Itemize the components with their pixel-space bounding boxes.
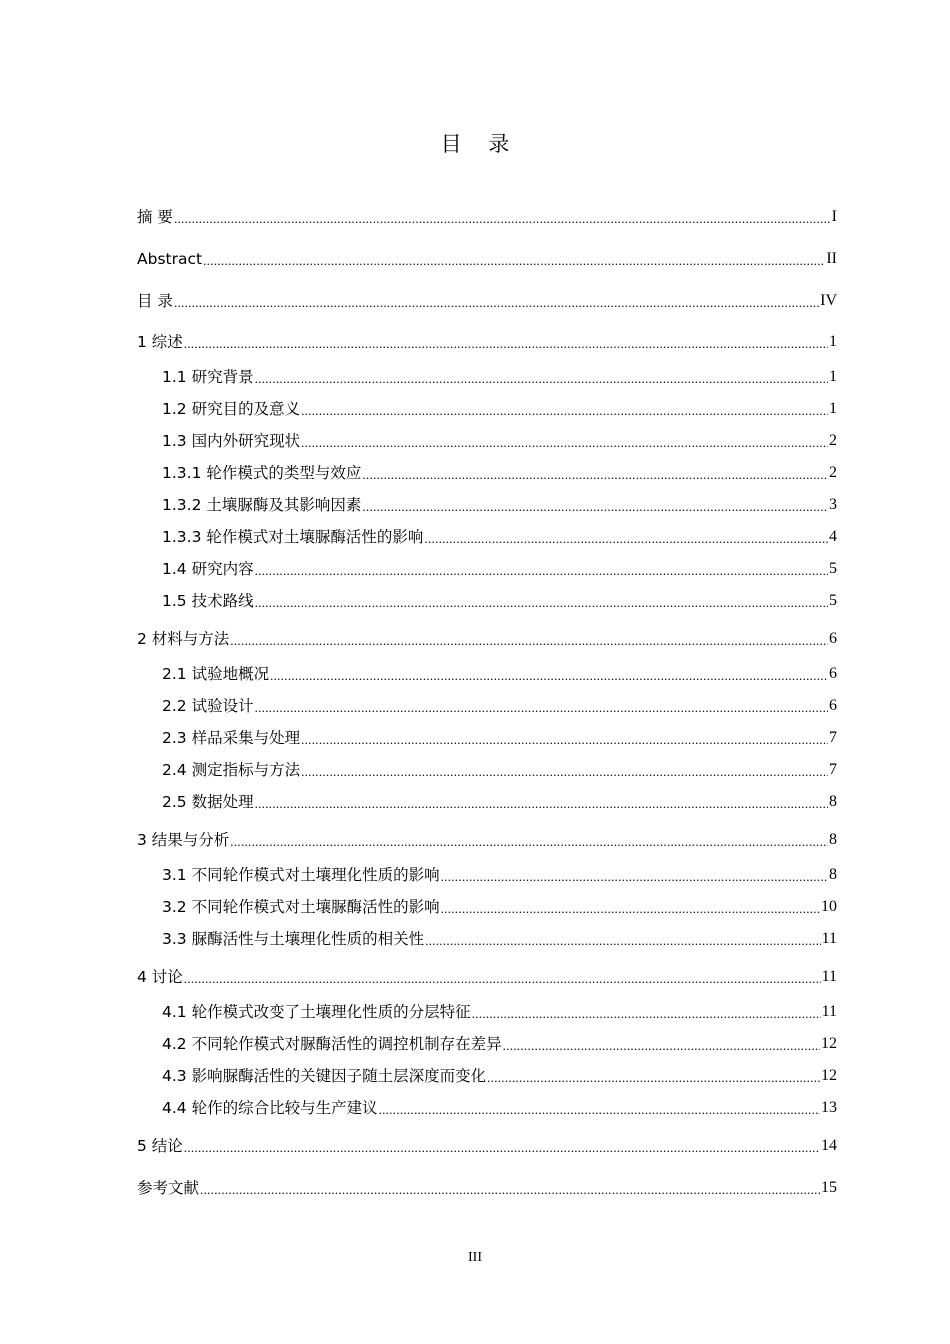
- toc-dot-leader: [184, 332, 828, 352]
- toc-entry-page: I: [831, 208, 837, 225]
- toc-dot-leader: [441, 865, 828, 885]
- toc-entry-page: 5: [829, 592, 837, 609]
- toc-entry[interactable]: [162, 491, 837, 515]
- toc-entry[interactable]: [137, 963, 837, 987]
- toc-dot-leader: [301, 760, 828, 780]
- toc-entry-label: 2.2 试验设计: [162, 697, 254, 715]
- toc-dot-leader: [301, 728, 828, 748]
- toc-entry-page: 8: [829, 793, 837, 810]
- toc-entry-label: 4 讨论: [137, 968, 183, 986]
- toc-entry-page: 1: [829, 333, 837, 350]
- toc-entry-label: 4.3 影响脲酶活性的关键因子随土层深度而变化: [162, 1067, 487, 1085]
- toc-dot-leader: [301, 431, 828, 451]
- toc-entry-page: II: [826, 250, 837, 267]
- toc-entry-page: 12: [821, 1035, 837, 1052]
- toc-entry-page: 7: [829, 729, 837, 746]
- toc-entry-label: 4.1 轮作模式改变了土壤理化性质的分层特征: [162, 1003, 471, 1021]
- toc-dot-leader: [379, 1098, 820, 1118]
- toc-dot-leader: [255, 696, 828, 716]
- toc-dot-leader: [425, 929, 821, 949]
- toc-entry-label: 3 结果与分析: [137, 831, 230, 849]
- toc-entry-label: 3.1 不同轮作模式对土壤理化性质的影响: [162, 866, 440, 884]
- toc-entry-page: 11: [821, 1003, 837, 1020]
- toc-dot-leader: [255, 591, 828, 611]
- toc-entry[interactable]: [162, 1062, 837, 1086]
- toc-dot-leader: [472, 1002, 821, 1022]
- toc-entry[interactable]: [162, 660, 837, 684]
- toc-entry-page: 11: [821, 930, 837, 947]
- toc-entry[interactable]: [137, 826, 837, 850]
- toc-entry[interactable]: [137, 1174, 837, 1198]
- toc-entry[interactable]: [162, 893, 837, 917]
- toc-entry-label: 4.2 不同轮作模式对脲酶活性的调控机制存在差异: [162, 1035, 502, 1053]
- toc-entry[interactable]: [162, 861, 837, 885]
- toc-dot-leader: [255, 559, 828, 579]
- toc-dot-leader: [270, 664, 828, 684]
- toc-entry-label: 3.3 脲酶活性与土壤理化性质的相关性: [162, 930, 425, 948]
- toc-entry-page: 8: [829, 831, 837, 848]
- toc-entry[interactable]: [137, 625, 837, 649]
- toc-entry-page: IV: [820, 292, 837, 309]
- toc-entry-label: 1.3.3 轮作模式对土壤脲酶活性的影响: [162, 528, 424, 546]
- toc-dot-leader: [362, 495, 828, 515]
- toc-entry[interactable]: [162, 692, 837, 716]
- toc-entry-label: Abstract: [137, 250, 203, 268]
- toc-entry[interactable]: [162, 724, 837, 748]
- toc-entry-page: 1: [829, 400, 837, 417]
- toc-entry-label: 1.3 国内外研究现状: [162, 432, 301, 450]
- toc-entry-label: 参考文献: [137, 1179, 200, 1197]
- toc-entry[interactable]: [137, 328, 837, 352]
- toc-entry-label: 2.5 数据处理: [162, 793, 254, 811]
- toc-entry-page: 15: [821, 1179, 837, 1196]
- toc-entry-page: 1: [829, 368, 837, 385]
- toc-entry-label: 4.4 轮作的综合比较与生产建议: [162, 1099, 378, 1117]
- page-number: III: [468, 1250, 482, 1265]
- toc-entry-label: 1.4 研究内容: [162, 560, 254, 578]
- toc-entry[interactable]: [137, 203, 837, 227]
- toc-entry-page: 10: [821, 898, 837, 915]
- toc-dot-leader: [174, 207, 831, 227]
- toc-dot-leader: [362, 463, 828, 483]
- toc-entry-page: 4: [829, 528, 837, 545]
- toc-entry[interactable]: [162, 555, 837, 579]
- toc-entry[interactable]: [137, 1132, 837, 1156]
- toc-entry-page: 6: [829, 665, 837, 682]
- toc-entry[interactable]: [137, 287, 837, 311]
- toc-entry-label: 2.1 试验地概况: [162, 665, 270, 683]
- toc-entry[interactable]: [162, 459, 837, 483]
- toc-entry-label: 3.2 不同轮作模式对土壤脲酶活性的影响: [162, 898, 440, 916]
- toc-entry-label: 1.3.2 土壤脲酶及其影响因素: [162, 496, 362, 514]
- toc-entry-label: 2 材料与方法: [137, 630, 230, 648]
- toc-dot-leader: [174, 291, 819, 311]
- toc-dot-leader: [200, 1178, 820, 1198]
- toc-entry[interactable]: [162, 523, 837, 547]
- toc-dot-leader: [424, 527, 828, 547]
- toc-entry-page: 6: [829, 630, 837, 647]
- toc-entry[interactable]: [162, 427, 837, 451]
- toc-dot-leader: [184, 967, 821, 987]
- toc-dot-leader: [255, 792, 828, 812]
- toc-entry-label: 5 结论: [137, 1137, 183, 1155]
- toc-entry-label: 2.3 样品采集与处理: [162, 729, 301, 747]
- toc-entry-page: 14: [821, 1137, 837, 1154]
- toc-entry[interactable]: [162, 587, 837, 611]
- toc-entry[interactable]: [162, 788, 837, 812]
- toc-dot-leader: [441, 897, 820, 917]
- toc-entry[interactable]: [162, 925, 837, 949]
- toc-dot-leader: [503, 1034, 820, 1054]
- toc-dot-leader: [184, 1136, 820, 1156]
- toc-entry-label: 1.1 研究背景: [162, 368, 254, 386]
- toc-entry[interactable]: [162, 395, 837, 419]
- toc-entry-label: 1.3.1 轮作模式的类型与效应: [162, 464, 362, 482]
- toc-title: 目 录: [440, 132, 520, 156]
- toc-dot-leader: [230, 830, 828, 850]
- toc-dot-leader: [487, 1066, 820, 1086]
- toc-entry[interactable]: [162, 998, 837, 1022]
- toc-entry[interactable]: [162, 1030, 837, 1054]
- toc-dot-leader: [203, 249, 825, 269]
- toc-entry-label: 2.4 测定指标与方法: [162, 761, 301, 779]
- toc-entry-page: 7: [829, 761, 837, 778]
- toc-entry[interactable]: [162, 1094, 837, 1118]
- toc-entry[interactable]: [137, 245, 837, 269]
- toc-entry-page: 2: [829, 432, 837, 449]
- toc-dot-leader: [230, 629, 828, 649]
- toc-entry[interactable]: [162, 756, 837, 780]
- toc-entry-page: 2: [829, 464, 837, 481]
- toc-entry-page: 8: [829, 866, 837, 883]
- toc-entry-label: 目 录: [137, 292, 173, 310]
- toc-entry-label: 1.5 技术路线: [162, 592, 254, 610]
- toc-entry-label: 1 综述: [137, 333, 183, 351]
- toc-entry-label: 1.2 研究目的及意义: [162, 400, 301, 418]
- toc-entry-page: 6: [829, 697, 837, 714]
- toc-entry-page: 3: [829, 496, 837, 513]
- toc-entry-label: 摘 要: [137, 208, 173, 226]
- toc-entry-page: 13: [821, 1099, 837, 1116]
- toc-entry-page: 12: [821, 1067, 837, 1084]
- toc-entry-page: 5: [829, 560, 837, 577]
- toc-entry-page: 11: [821, 968, 837, 985]
- toc-dot-leader: [301, 399, 828, 419]
- toc-entry[interactable]: [162, 363, 837, 387]
- toc-dot-leader: [255, 367, 828, 387]
